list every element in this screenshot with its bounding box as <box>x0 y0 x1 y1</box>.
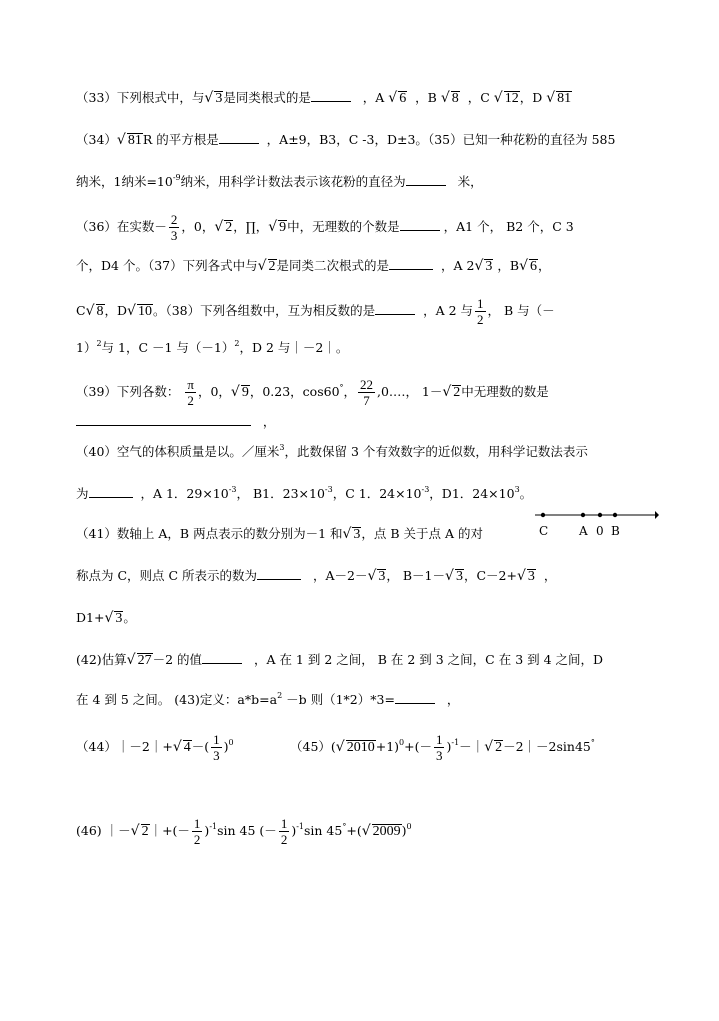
exponent: 3 <box>279 443 285 452</box>
radicand: 81 <box>557 91 572 106</box>
q36-number: （36）在实数－ <box>76 219 167 234</box>
option-a: ，A－2－ <box>312 568 368 583</box>
sqrt-sign: √ <box>440 90 450 106</box>
answer-blank[interactable] <box>89 497 133 498</box>
exponent: -1 <box>296 822 304 831</box>
sqrt-sign: √ <box>126 652 136 668</box>
q45-text: +(－ <box>404 739 432 754</box>
question-41 <box>76 524 483 544</box>
fraction <box>434 732 445 763</box>
option-a: ，A 2 与 <box>423 303 474 318</box>
q35-text: 纳米，用科学计数法表示该花粉的直径为 <box>180 174 406 189</box>
fraction <box>279 816 290 847</box>
punctuation: ， <box>446 692 460 707</box>
exponent: 2 <box>277 691 283 700</box>
exponent: -9 <box>172 173 181 182</box>
q40-text: （40）空气的体积质量是以。／厘米 <box>76 444 280 459</box>
q46-text: (46) ｜－ <box>76 823 131 838</box>
answer-blank[interactable] <box>375 314 415 315</box>
radicand: 3 <box>115 611 123 626</box>
q36-text: ，0， <box>181 219 215 234</box>
radicand: 6 <box>529 259 537 274</box>
exponent: 0 <box>399 738 405 747</box>
point-c <box>541 513 545 517</box>
question-45 <box>290 732 595 763</box>
sqrt-sign: √ <box>257 258 267 274</box>
radicand: 27 <box>137 653 152 668</box>
sqrt-sign: √ <box>130 823 140 839</box>
q39-text: 中无理数的数是 <box>461 384 549 399</box>
question-39-cont <box>76 412 275 432</box>
option-a: ，A 2 <box>441 258 475 273</box>
q41-text: ，点 B 关于点 A 的对 <box>361 526 484 541</box>
question-38-cont <box>76 338 348 358</box>
radicand: 3 <box>485 259 493 274</box>
radicand: 3 <box>215 91 223 106</box>
option-c: C <box>76 303 86 318</box>
option-c: ，C 1．24×10 <box>332 486 422 501</box>
option-d: ，D1．24×10 <box>429 486 515 501</box>
q39-text: ，0， <box>197 384 231 399</box>
radicand: 3 <box>378 569 386 584</box>
radicand: 6 <box>399 91 407 106</box>
fraction <box>192 816 203 847</box>
question-40 <box>76 442 588 462</box>
q39-number: （39）下列各数： <box>76 384 180 399</box>
q42-text: (42)估算 <box>76 652 127 667</box>
q34-text: R 的平方根是 <box>142 132 219 147</box>
radicand: 4 <box>183 740 191 755</box>
sqrt-sign: √ <box>204 90 214 106</box>
sqrt-sign: √ <box>335 739 345 755</box>
degree-sign: ° <box>339 383 344 392</box>
sqrt-sign: √ <box>546 90 556 106</box>
numerator: π <box>187 377 194 392</box>
q42-options: ，A 在 1 到 2 之间， B 在 2 到 3 之间，C 在 3 到 4 之间，D <box>253 652 604 667</box>
question-36 <box>76 212 574 243</box>
q33-text: 下列根式中，与 <box>116 90 205 105</box>
option-d: ，D <box>519 90 543 105</box>
option-b: ， B1．23×10 <box>236 486 325 501</box>
q40-text: 为 <box>76 486 89 501</box>
q45-text: +1) <box>375 739 400 754</box>
radicand: 2 <box>495 740 503 755</box>
denominator: 2 <box>280 832 288 847</box>
q33-text: 是同类根式的是 <box>223 90 311 105</box>
radicand: 8 <box>96 304 104 319</box>
fraction <box>475 296 486 327</box>
sqrt-sign: √ <box>230 384 240 400</box>
q46-text: +( <box>346 823 362 838</box>
q35-text: 纳米，1纳米=10 <box>76 174 173 189</box>
q43-text: 在 4 到 5 之间。 (43)定义：a*b=a <box>76 692 278 707</box>
sqrt-sign: √ <box>127 303 136 319</box>
option-d: D1+ <box>76 610 105 625</box>
sqrt-sign: √ <box>484 739 494 755</box>
sqrt-sign: √ <box>388 90 398 106</box>
sqrt-sign: √ <box>342 526 352 542</box>
option-d: ，D <box>104 303 128 318</box>
numerator: 1 <box>477 296 484 311</box>
answer-blank[interactable] <box>311 101 351 102</box>
q44-text: －( <box>191 739 210 754</box>
denominator: 7 <box>363 393 370 408</box>
question-38 <box>76 296 555 327</box>
numerator: 1 <box>280 816 288 831</box>
q46-text: ｜+(－ <box>149 823 190 838</box>
question-43 <box>76 690 459 710</box>
punctuation: 。 <box>519 486 533 501</box>
denominator: 3 <box>213 748 220 763</box>
q39-text: ， <box>343 384 357 399</box>
sqrt-sign: √ <box>445 568 454 584</box>
radicand: 81 <box>127 133 142 148</box>
answer-blank[interactable] <box>76 425 251 426</box>
punctuation: 。 <box>123 610 136 625</box>
q38-text: 与 1，C －1 与（－1） <box>101 340 235 355</box>
fraction <box>358 377 375 408</box>
question-41-cont <box>76 566 556 586</box>
numerator: 1 <box>193 816 201 831</box>
answer-blank[interactable] <box>400 230 440 231</box>
question-35 <box>76 172 483 192</box>
q45-text: －｜ <box>459 739 485 754</box>
sqrt-sign: √ <box>493 90 503 106</box>
sqrt-sign: √ <box>367 568 377 584</box>
question-33 <box>76 88 572 108</box>
question-34 <box>76 130 615 150</box>
sqrt-sign: √ <box>116 132 126 148</box>
exponent: -3 <box>228 485 237 494</box>
q42-text: －2 的值 <box>152 652 203 667</box>
answer-blank[interactable] <box>395 703 435 704</box>
degree-sign: ° <box>590 738 595 747</box>
label-zero: 0 <box>596 524 604 538</box>
q36-text: ，∏， <box>233 219 269 234</box>
point-origin <box>598 513 602 517</box>
arrow-icon <box>655 511 659 519</box>
answer-blank[interactable] <box>202 663 242 664</box>
q33-number: （33） <box>76 90 117 105</box>
question-39 <box>76 377 549 408</box>
radicand: 3 <box>353 527 361 542</box>
numerator: 22 <box>360 377 374 392</box>
exponent: 0 <box>228 738 234 747</box>
q40-text: ，此数保留 3 个有效数字的近似数，用科学记数法表示 <box>284 444 588 459</box>
fraction <box>185 377 196 408</box>
option-b: ， B－1－ <box>386 568 446 583</box>
q45-text: ) <box>446 739 452 754</box>
sqrt-sign: √ <box>474 258 484 274</box>
radicand: 2 <box>268 259 276 274</box>
label-b: B <box>611 524 620 538</box>
radicand: 2 <box>453 385 461 400</box>
option-a: ，A <box>362 90 385 105</box>
exponent: -3 <box>421 485 430 494</box>
q38-text: ，D 2 与｜－2｜。 <box>239 340 349 355</box>
sqrt-sign: √ <box>516 568 526 584</box>
sqrt-sign: √ <box>519 258 528 274</box>
radicand: 12 <box>504 91 519 106</box>
q35-text: 米， <box>457 174 483 189</box>
question-46 <box>76 816 412 847</box>
sqrt-sign: √ <box>104 610 114 626</box>
question-42 <box>76 650 603 670</box>
punctuation: ， <box>262 414 276 429</box>
degree-sign: ° <box>342 822 347 831</box>
sqrt-sign: √ <box>442 384 452 400</box>
q39-text: ,0.…， 1－ <box>377 384 443 399</box>
radicand: 9 <box>279 220 287 235</box>
q38-text: 1） <box>76 340 97 355</box>
q45-text: －2｜－2sin45 <box>503 739 591 754</box>
q46-text: ) <box>204 823 210 838</box>
label-a: A <box>579 524 588 538</box>
numerator: 2 <box>170 212 178 227</box>
numerator: 1 <box>435 732 443 747</box>
fraction <box>211 732 222 763</box>
sqrt-sign: √ <box>361 823 371 839</box>
radicand: 3 <box>527 569 535 584</box>
radicand: 2009 <box>372 824 401 839</box>
option-b: ，B <box>415 90 437 105</box>
radicand: 2010 <box>346 740 375 755</box>
label-c: C <box>539 524 549 538</box>
q37-text: 是同类二次根式的是 <box>276 258 390 273</box>
exponent: -1 <box>451 738 460 747</box>
sqrt-sign: √ <box>172 739 182 755</box>
numerator: 1 <box>213 732 220 747</box>
radicand: 10 <box>137 304 152 319</box>
option-a: ，A 1．29×10 <box>140 486 229 501</box>
punctuation: ， <box>537 258 551 273</box>
denominator: 2 <box>187 393 194 408</box>
answer-blank[interactable] <box>406 185 446 186</box>
exponent: -1 <box>209 822 218 831</box>
q39-text: ，0.23，cos60 <box>249 384 340 399</box>
q36-text: 中，无理数的个数是 <box>287 219 400 234</box>
question-44 <box>76 732 234 763</box>
radicand: 3 <box>455 569 463 584</box>
answer-blank[interactable] <box>389 269 433 270</box>
fraction <box>169 212 180 243</box>
exponent: 3 <box>514 485 520 494</box>
sqrt-sign: √ <box>268 219 278 235</box>
denominator: 3 <box>435 748 443 763</box>
punctuation: ， <box>543 568 557 583</box>
q46-text: sin 45 <box>304 823 343 838</box>
q45-text: （45）( <box>290 739 336 754</box>
q44-text: ) <box>223 739 229 754</box>
question-41-cont2 <box>76 608 136 628</box>
q38-text: 。（38）下列各组数中，互为相反数的是 <box>152 303 376 318</box>
number-line-figure <box>533 506 659 542</box>
question-40-cont <box>76 484 532 504</box>
option-c: ，C－2+ <box>463 568 517 583</box>
option-b: ， B 与（－ <box>487 303 555 318</box>
denominator: 2 <box>477 312 484 327</box>
sqrt-sign: √ <box>85 303 95 319</box>
question-35-start: （35）已知一种花粉的直径为 585 <box>427 132 616 147</box>
denominator: 3 <box>170 228 178 243</box>
point-b <box>613 513 617 517</box>
radicand: 8 <box>451 91 459 106</box>
q46-text: ) <box>291 823 297 838</box>
exponent: 0 <box>406 822 412 831</box>
q43-text: －b 则（1*2）*3= <box>282 692 395 707</box>
radicand: 2 <box>225 220 233 235</box>
q46-text: sin 45 (－ <box>217 823 277 838</box>
answer-blank[interactable] <box>257 579 301 580</box>
sqrt-sign: √ <box>214 219 224 235</box>
denominator: 2 <box>193 832 201 847</box>
exponent: 2 <box>96 339 102 348</box>
q37-text: 个，D4 个。（37）下列各式中与 <box>76 258 258 273</box>
q41-text: 称点为 C，则点 C 所表示的数为 <box>76 568 258 583</box>
question-37 <box>76 256 551 276</box>
exponent: -3 <box>324 485 333 494</box>
answer-blank[interactable] <box>219 143 259 144</box>
option-c: ，C <box>467 90 490 105</box>
option-b: ，B <box>497 258 520 273</box>
q46-text: ) <box>401 823 407 838</box>
radicand: 9 <box>241 385 249 400</box>
q36-options: ，A1 个， B2 个，C 3 <box>443 219 574 234</box>
radicand: 2 <box>141 824 149 839</box>
exponent: 2 <box>234 339 240 348</box>
q41-text: （41）数轴上 A，B 两点表示的数分别为－1 和 <box>76 526 343 541</box>
q44-text: （44）｜－2｜+ <box>76 739 173 754</box>
point-a <box>581 513 585 517</box>
q34-number: （34） <box>76 132 117 147</box>
q34-options: ，A±9，B3，C -3，D±3。 <box>266 132 428 147</box>
